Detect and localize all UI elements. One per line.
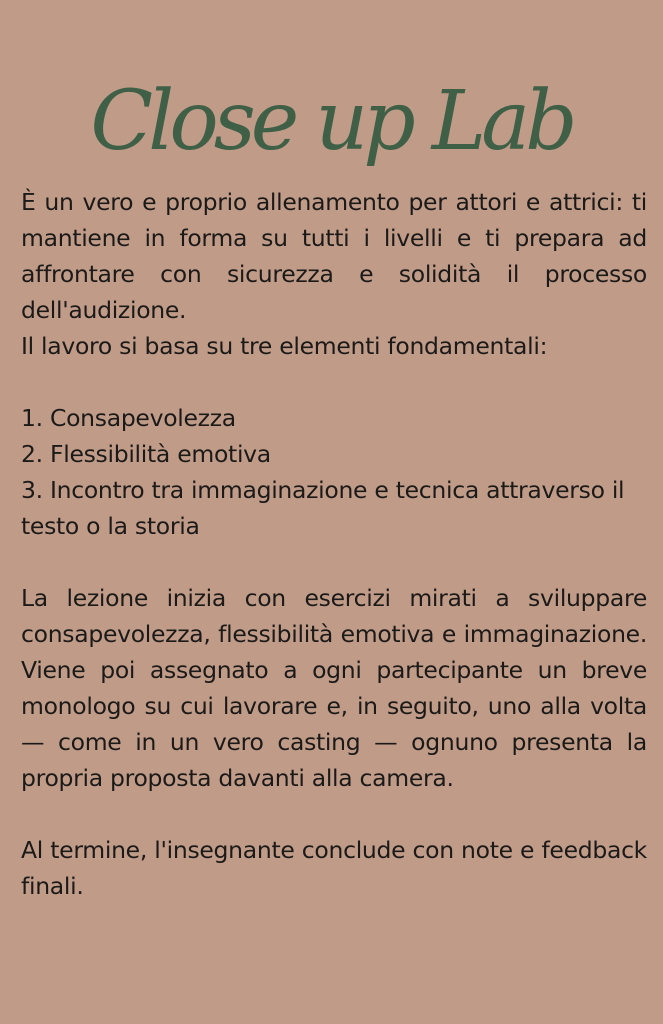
spacer <box>21 544 647 580</box>
intro-paragraph: È un vero e proprio allenamento per attori e attrici: ti mantiene in forma su tutti i livelli e ti prepara ad affrontare con sicurezza e solidità il processo dell'audizione. <box>21 188 647 324</box>
elements-list <box>21 400 647 544</box>
page-title: Close up Lab <box>90 73 573 169</box>
lesson-paragraph: La lezione inizia con esercizi mirati a sviluppare consapevolezza, flessibilità emotiva e immaginazione. Viene poi assegnato a ogni partecipante un breve monologo su cui lavorare e, in seguito, uno alla volta — come in un vero casting — ognuno presenta la propria proposta davanti alla camera. <box>21 584 647 792</box>
list-item: 3. Incontro tra immaginazione e tecnica attraverso il testo o la storia <box>21 476 625 540</box>
closing-paragraph: Al termine, l'insegnante conclude con note e feedback finali. <box>21 836 647 900</box>
spacer <box>21 796 647 832</box>
elements-intro: Il lavoro si basa su tre elementi fondamentali: <box>21 332 548 360</box>
list-item: 2. Flessibilità emotiva <box>21 440 271 468</box>
spacer <box>21 364 647 400</box>
description-body <box>21 184 647 904</box>
list-item: 1. Consapevolezza <box>21 404 236 432</box>
